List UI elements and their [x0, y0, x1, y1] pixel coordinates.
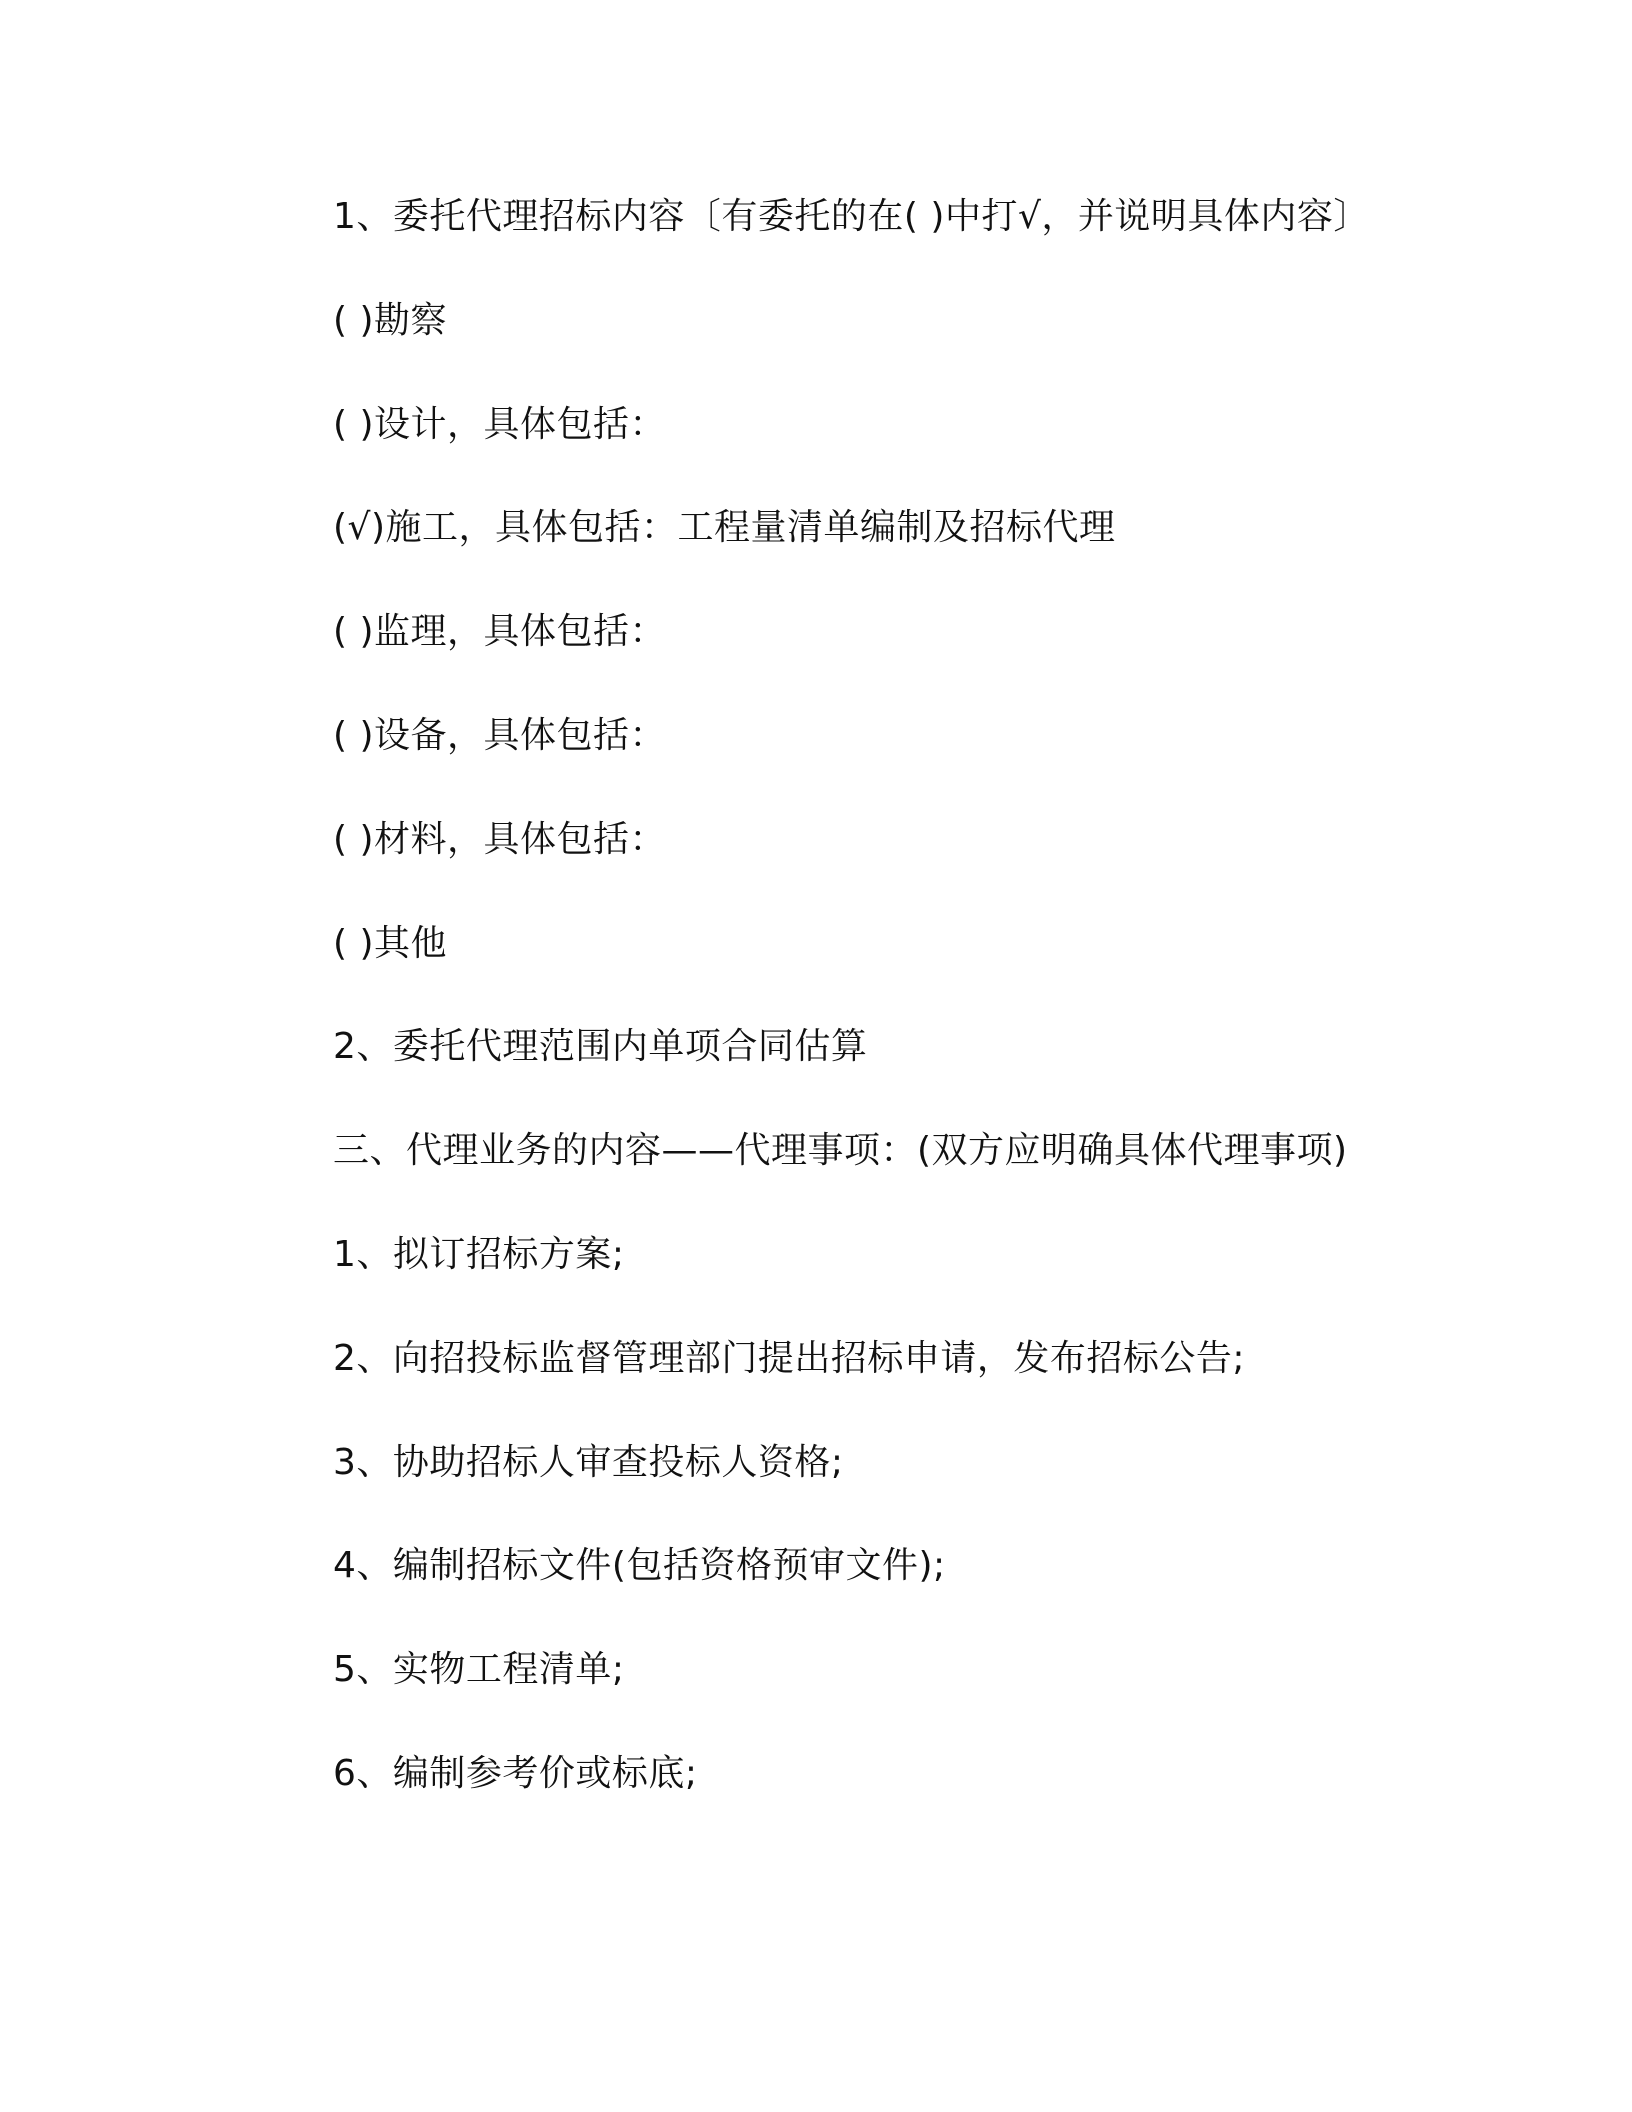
option-design: ( )设计，具体包括： — [333, 403, 667, 445]
option-construction: (√)施工，具体包括：工程量清单编制及招标代理 — [333, 507, 1116, 549]
section-3-heading: 三、代理业务的内容——代理事项：(双方应明确具体代理事项) — [333, 1130, 1348, 1172]
section-1-heading: 1、委托代理招标内容〔有委托的在( )中打√，并说明具体内容〕 — [333, 196, 1370, 237]
option-supervision: ( )监理，具体包括： — [333, 611, 667, 653]
option-other: ( )其他 — [333, 922, 448, 964]
agency-item-4: 4、编制招标文件(包括资格预审文件); — [333, 1545, 946, 1587]
agency-item-2: 2、向招投标监督管理部门提出招标申请，发布招标公告; — [333, 1337, 1246, 1379]
option-survey: ( )勘察 — [333, 299, 448, 341]
document-body — [333, 187, 1433, 1848]
option-materials: ( )材料，具体包括： — [333, 818, 667, 860]
agency-item-1: 1、拟订招标方案; — [333, 1233, 625, 1275]
agency-item-5: 5、实物工程清单; — [333, 1649, 625, 1691]
agency-item-6: 6、编制参考价或标底; — [333, 1752, 698, 1794]
option-equipment: ( )设备，具体包括： — [333, 714, 667, 756]
section-2-heading: 2、委托代理范围内单项合同估算 — [333, 1026, 868, 1068]
agency-item-3: 3、协助招标人审查投标人资格; — [333, 1441, 844, 1483]
